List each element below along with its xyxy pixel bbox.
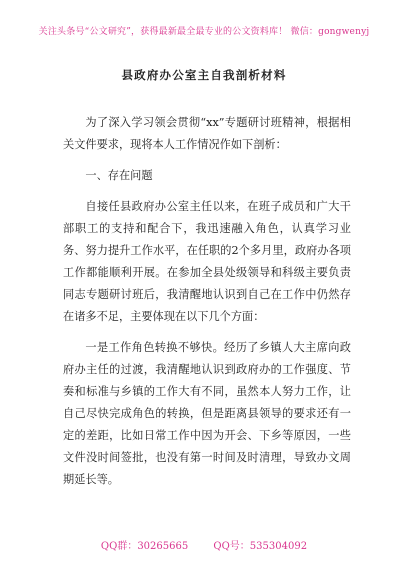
- body-paragraph: 一是工作角色转换不够快。经历了乡镇人大主席向政府办主任的过渡，我清醒地认识到政府办的工作强度、节奏和标准与乡镇的工作大有不同，虽然本人努力工作，让自己尽快完成角色的转换，但是距离县领导的要求还有一定的差距，比如日常工作中因为开会、下乡等原因，一些文件没时间签批，也没有第一时间及时清理，导致办文周期延长等。: [63, 341, 351, 486]
- section-heading: 一、存在问题: [85, 169, 153, 182]
- footer-qq-number: QQ号：535304092: [213, 541, 308, 552]
- intro-paragraph: 为了深入学习领会贯彻“xx”专题研讨班精神，根据相关文件要求，现将本人工作情况作如下剖析：: [63, 116, 351, 151]
- document-title: 县政府办公室主自我剖析材料: [121, 68, 287, 82]
- body-paragraph: 自接任县政府办公室主任以来，在班子成员和广大干部职工的支持和配合下，我迅速融入角色，认真学习业务、努力提升工作水平，在任职的2个多月里，政府办各项工作都能顺利开展。在参加全县处级领导和科级主要负责同志专题研讨班后，我清醒地认识到自己在工作中仍然存在诸多不足，主要体现在以下几个方面：: [63, 200, 351, 323]
- footer-qq-group: QQ群：30265665: [100, 541, 189, 552]
- footer-contact: [0, 537, 408, 552]
- header-promo-note: 关注头条号“公文研究”，获得最新最全最专业的公文资料库！ 微信：gongwenyj: [38, 27, 370, 37]
- document-body: [63, 112, 351, 491]
